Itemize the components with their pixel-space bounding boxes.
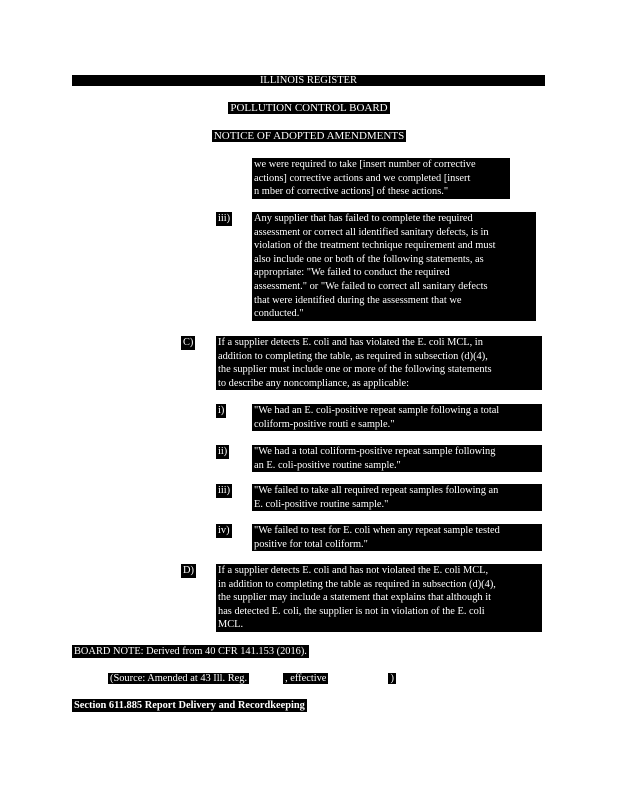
item-c-paragraph: [216, 336, 542, 390]
paragraph-line: "We failed to test for E. coli when any repeat sample tested: [254, 525, 500, 536]
source-blank-1: [249, 673, 283, 684]
board-note: BOARD NOTE: Derived from 40 CFR 141.153 (2016).: [74, 646, 307, 657]
source-prefix: (Source: Amended at 43 Ill. Reg.: [110, 673, 248, 684]
source-suffix: ): [390, 673, 394, 684]
paragraph-line: MCL.: [218, 619, 244, 631]
item-marker-d: D): [183, 565, 194, 576]
paragraph-line: E. coli-positive routine sample.": [254, 498, 389, 510]
sub-item-iv-paragraph: [252, 524, 542, 551]
paragraph-line: has detected E. coli, the supplier is not in violation of the E. coli: [218, 605, 485, 617]
source-line: [108, 672, 396, 685]
paragraph-line: assessment or correct all identified sanitary defects, is in: [254, 226, 489, 238]
board-title: POLLUTION CONTROL BOARD: [230, 102, 388, 114]
paragraph-line: "We failed to take all required repeat samples following an: [254, 485, 499, 496]
paragraph-line: If a supplier detects E. coli and has violated the E. coli MCL, in: [218, 337, 483, 348]
paragraph-line: If a supplier detects E. coli and has not violated the E. coli MCL,: [218, 565, 489, 576]
sub-item-marker-iii: iii): [218, 485, 231, 496]
paragraph-line: conducted.": [254, 308, 304, 320]
paragraph-line: coliform-positive routi e sample.": [254, 418, 395, 430]
paragraph-line: "We had an E. coli-positive repeat sample following a total: [254, 405, 500, 416]
continuation-paragraph: [252, 158, 510, 199]
board-title-row: [0, 102, 618, 115]
paragraph-line: an E. coli-positive routine sample.": [254, 459, 401, 471]
continuation-line: n mber of corrective actions] of these actions.": [254, 186, 449, 198]
item-marker-iii: iii): [218, 213, 231, 224]
notice-title: NOTICE OF ADOPTED AMENDMENTS: [213, 130, 405, 142]
continuation-line: we were required to take [insert number of corrective: [254, 159, 476, 170]
continuation-line: actions] corrective actions and we completed [insert: [254, 172, 471, 184]
paragraph-line: also include one or both of the following statements, as: [254, 253, 484, 265]
source-blank-2: [328, 673, 388, 684]
paragraph-line: addition to completing the table, as required in subsection (d)(4),: [218, 350, 488, 362]
paragraph-line: the supplier may include a statement that explains that although it: [218, 592, 491, 604]
paragraph-line: appropriate: "We failed to conduct the required: [254, 267, 450, 279]
paragraph-line: violation of the treatment technique requirement and must: [254, 240, 496, 252]
notice-title-row: [0, 130, 618, 143]
sub-item-marker-iv: iv): [218, 525, 230, 536]
register-title: ILLINOIS REGISTER: [259, 75, 358, 86]
paragraph-line: positive for total coliform.": [254, 538, 368, 550]
paragraph-line: that were identified during the assessment that we: [254, 294, 462, 306]
sub-item-marker-ii: ii): [218, 446, 228, 457]
item-iii-paragraph: [252, 212, 536, 321]
paragraph-line: assessment." or "We failed to correct all sanitary defects: [254, 280, 488, 292]
paragraph-line: "We had a total coliform-positive repeat sample following: [254, 446, 496, 457]
sub-item-marker-i: i): [218, 405, 225, 416]
sub-item-i-paragraph: [252, 404, 542, 431]
section-heading: Section 611.885 Report Delivery and Recordkeeping: [74, 700, 305, 711]
item-marker-c: C): [183, 337, 194, 348]
sub-item-ii-paragraph: [252, 445, 542, 472]
paragraph-line: the supplier must include one or more of the following statements: [218, 364, 492, 376]
paragraph-line: to describe any noncompliance, as applicable:: [218, 377, 409, 389]
item-d-paragraph: [216, 564, 542, 632]
paragraph-line: in addition to completing the table as required in subsection (d)(4),: [218, 578, 496, 590]
source-middle: , effective: [285, 673, 327, 684]
paragraph-line: Any supplier that has failed to complete the required: [254, 213, 473, 224]
sub-item-iii-paragraph: [252, 484, 542, 511]
register-header: [72, 75, 545, 86]
